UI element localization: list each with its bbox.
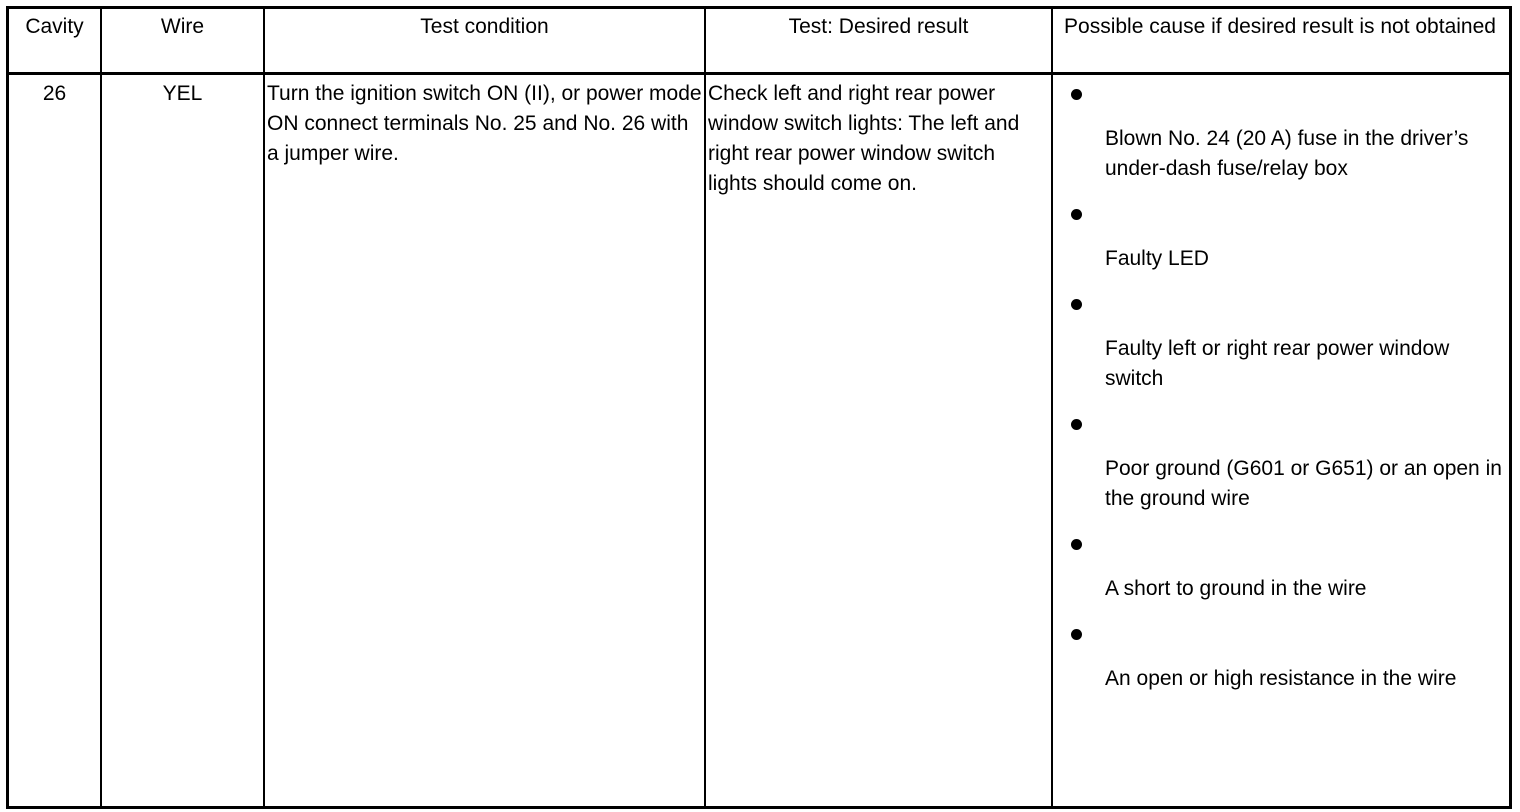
cause-list bbox=[1055, 79, 1503, 709]
header-wire: Wire bbox=[160, 15, 205, 38]
cause-text: Faulty LED bbox=[1105, 247, 1209, 270]
list-item bbox=[1055, 409, 1503, 529]
list-item bbox=[1055, 619, 1503, 709]
bullet-icon bbox=[1071, 629, 1082, 640]
cell-possible-causes bbox=[1055, 79, 1503, 709]
cause-text: An open or high resistance in the wire bbox=[1105, 667, 1457, 690]
header-test-condition: Test condition bbox=[420, 15, 549, 38]
bullet-icon bbox=[1071, 89, 1082, 100]
header-cavity: Cavity bbox=[25, 15, 84, 38]
cause-text: Blown No. 24 (20 A) fuse in the driver’s under-dash fuse/relay box bbox=[1105, 127, 1469, 180]
cell-cavity: 26 bbox=[42, 82, 67, 105]
list-item bbox=[1055, 199, 1503, 289]
bullet-icon bbox=[1071, 209, 1082, 220]
list-item bbox=[1055, 289, 1503, 409]
header-divider bbox=[9, 72, 1509, 75]
column-divider bbox=[1051, 9, 1053, 806]
list-item bbox=[1055, 529, 1503, 619]
cell-wire: YEL bbox=[162, 82, 203, 105]
header-desired-result: Test: Desired result bbox=[788, 15, 969, 38]
diagnostic-table bbox=[6, 6, 1512, 809]
cell-desired-result: Check left and right rear power window switch lights: The left and right rear power window switch lights should come on. bbox=[708, 82, 1020, 195]
column-divider bbox=[263, 9, 265, 806]
cause-text: Poor ground (G601 or G651) or an open in the ground wire bbox=[1105, 457, 1502, 510]
cause-text: Faulty left or right rear power window switch bbox=[1105, 337, 1450, 390]
bullet-icon bbox=[1071, 299, 1082, 310]
header-possible-cause: Possible cause if desired result is not obtained bbox=[1064, 15, 1496, 38]
list-item bbox=[1055, 79, 1503, 199]
column-divider bbox=[100, 9, 102, 806]
column-divider bbox=[704, 9, 706, 806]
cell-test-condition: Turn the ignition switch ON (II), or power mode ON connect terminals No. 25 and No. 26 with a jumper wire. bbox=[267, 82, 702, 165]
bullet-icon bbox=[1071, 419, 1082, 430]
cause-text: A short to ground in the wire bbox=[1105, 577, 1367, 600]
bullet-icon bbox=[1071, 539, 1082, 550]
